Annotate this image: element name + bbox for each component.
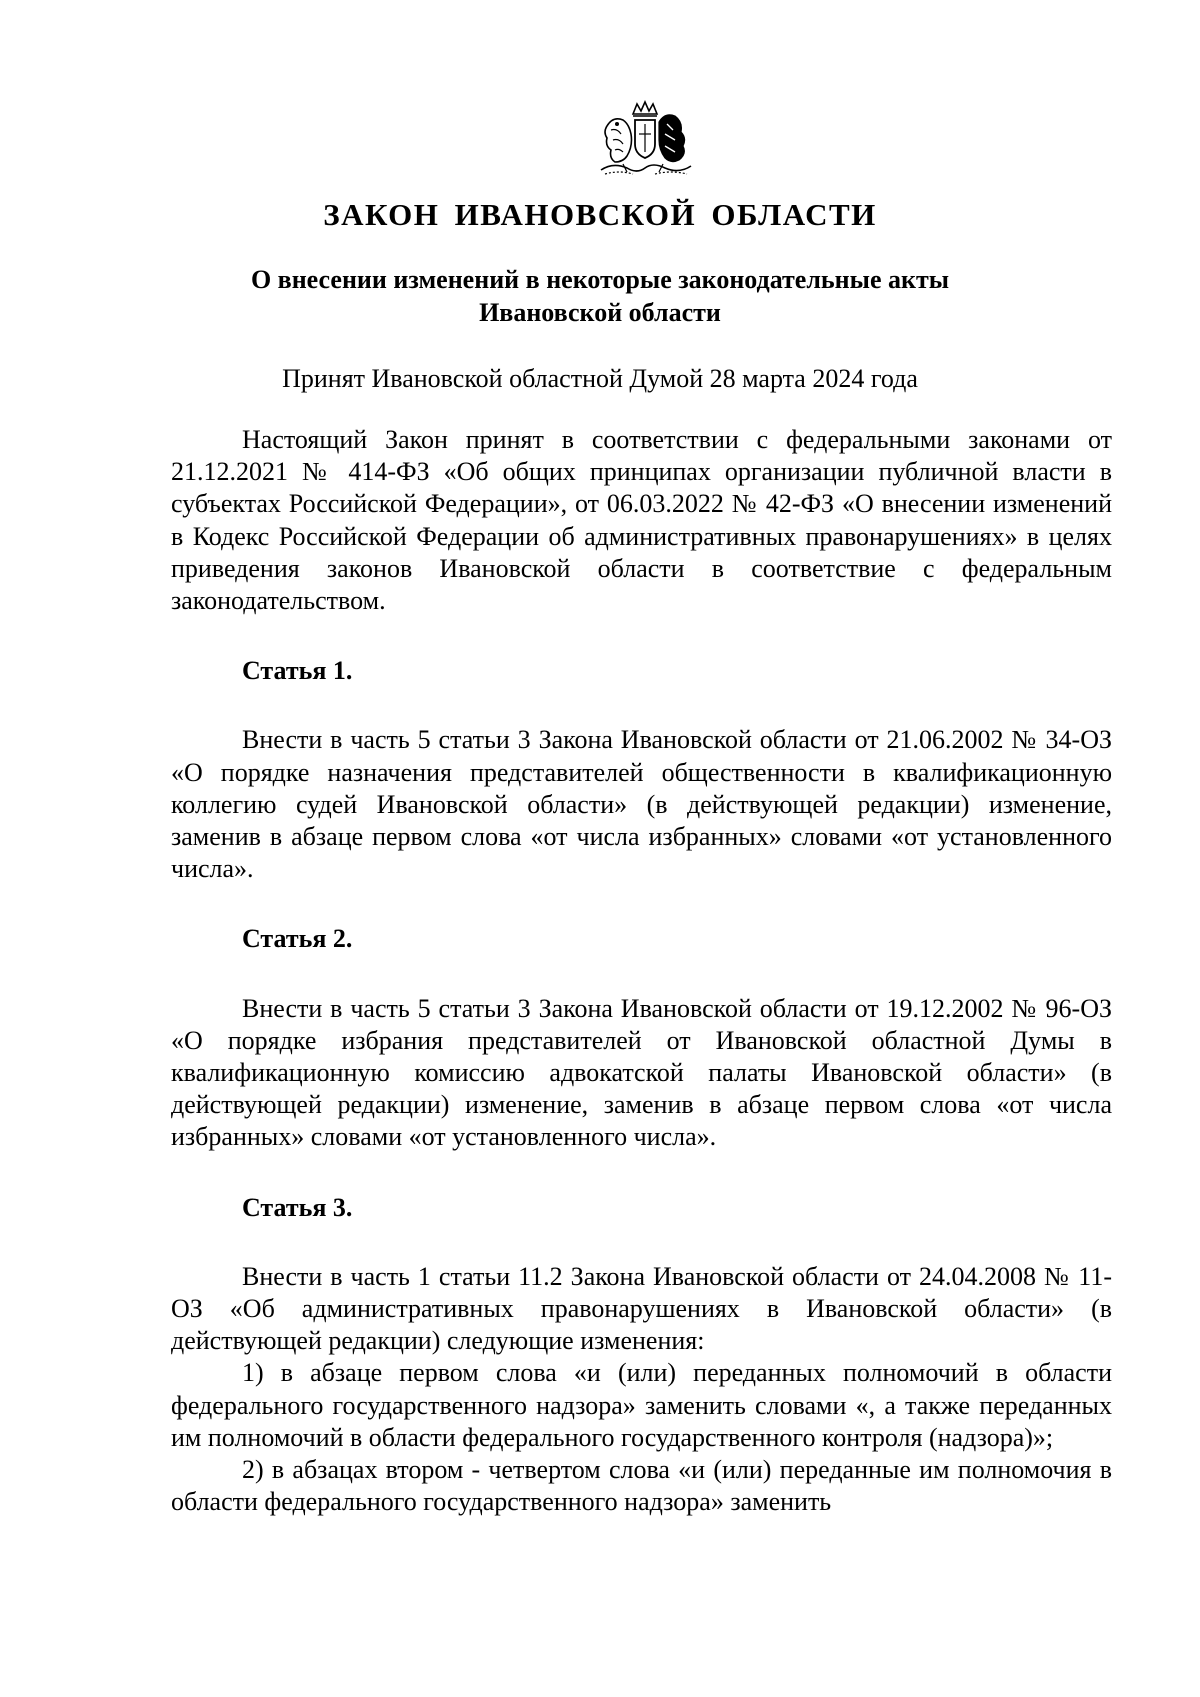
article-3-text: Внести в часть 1 статьи 11.2 Закона Ивановской области от 24.04.2008 № 11-ОЗ «Об административных правонарушениях в Ивановской области» (в действующей редакции) следующие изменения: [171, 1261, 1112, 1356]
article-2-text: Внести в часть 5 статьи 3 Закона Ивановской области от 19.12.2002 № 96-ОЗ «О порядке избрания представителей от Ивановской областной Думы в квалификационную комиссию адвокатской палаты Ивановской области» (в действующей редакции) изменение, заменив в абзаце первом слова «от числа избранных» словами «от установленного числа». [171, 993, 1112, 1152]
article-3-item-2: 2) в абзацах втором - четвертом слова «и (или) переданные им полномочия в области федерального государственного надзора» заменить [171, 1455, 1112, 1517]
law-title: ЗАКОН ИВАНОВСКОЙ ОБЛАСТИ [323, 197, 877, 232]
article-1-heading: Статья 1. [242, 656, 353, 686]
preamble-paragraph: Настоящий Закон принят в соответствии с федеральными законами от 21.12.2021 № 414-ФЗ «Об общих принципах организации публичной власти в субъектах Российской Федерации», от 06.03.2022 № 42-ФЗ «О внесении изменений в Кодекс Российской Федерации об административных правонарушениях» в целях приведения законов Ивановской области в соответствие с федеральным законодательством. [171, 425, 1112, 616]
law-subtitle-line-2: Ивановской области [479, 298, 721, 327]
article-2-heading: Статья 2. [242, 924, 353, 954]
article-3-heading: Статья 3. [242, 1192, 353, 1222]
coat-of-arms-icon [593, 100, 697, 180]
article-1-text: Внести в часть 5 статьи 3 Закона Ивановской области от 21.06.2002 № 34-ОЗ «О порядке назначения представителей общественности в квалификационную коллегию судей Ивановской области» (в действующей редакции) изменение, заменив в абзаце первом слова «от числа избранных» словами «от установленного числа». [171, 725, 1112, 884]
law-subtitle-line-1: О внесении изменений в некоторые законодательные акты [250, 265, 950, 294]
law-body [171, 424, 1112, 1518]
article-3-item-1: 1) в абзаце первом слова «и (или) переданных полномочий в области федерального государственного надзора» заменить словами «, а также переданных им полномочий в области федерального государственного контроля (надзора)»; [171, 1358, 1112, 1452]
law-subtitle [170, 263, 1030, 329]
adoption-statement: Принят Ивановской областной Думой 28 марта 2024 года [282, 364, 918, 393]
